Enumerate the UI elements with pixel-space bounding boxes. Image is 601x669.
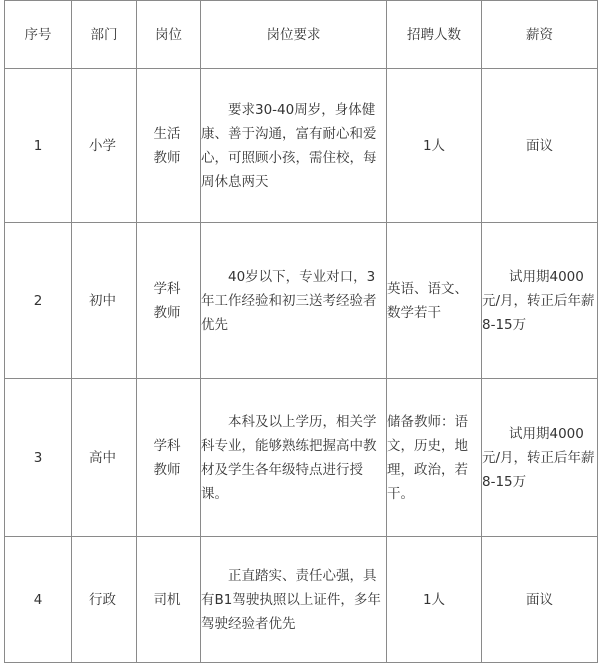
row-requirements: 本科及以上学历，相关学科专业，能够熟练把握高中教材及学生各年级特点进行授课。 [201,379,387,537]
row-count: 储备教师：语文，历史，地理，政治，若干。 [387,379,482,537]
row-dept: 初中 [72,223,137,379]
row-position: 生活教师 [137,69,201,223]
row-requirements: 要求30-40周岁，身体健康、善于沟通，富有耐心和爱心，可照顾小孩，需住校，每周休息两天 [201,69,387,223]
row-no: 3 [5,379,72,537]
row-salary: 试用期4000元/月，转正后年薪8-15万 [482,379,598,537]
header-dept: 部门 [72,1,137,69]
recruitment-table [4,0,598,663]
table-header-row [5,1,598,69]
row-position: 学科教师 [137,379,201,537]
row-count: 1人 [387,69,482,223]
row-dept: 小学 [72,69,137,223]
table-row [5,379,598,537]
header-requirements: 岗位要求 [201,1,387,69]
header-no: 序号 [5,1,72,69]
table-row [5,69,598,223]
row-no: 1 [5,69,72,223]
row-salary: 面议 [482,537,598,663]
row-requirements: 正直踏实、责任心强，具有B1驾驶执照以上证件，多年驾驶经验者优先 [201,537,387,663]
header-count: 招聘人数 [387,1,482,69]
row-dept: 高中 [72,379,137,537]
header-position: 岗位 [137,1,201,69]
row-dept: 行政 [72,537,137,663]
row-position: 学科教师 [137,223,201,379]
table-row [5,537,598,663]
table-row [5,223,598,379]
row-count: 1人 [387,537,482,663]
row-position: 司机 [137,537,201,663]
row-no: 2 [5,223,72,379]
row-no: 4 [5,537,72,663]
header-salary: 薪资 [482,1,598,69]
row-requirements: 40岁以下，专业对口，3年工作经验和初三送考经验者优先 [201,223,387,379]
row-salary: 试用期4000元/月，转正后年薪8-15万 [482,223,598,379]
row-count: 英语、语文、数学若干 [387,223,482,379]
row-salary: 面议 [482,69,598,223]
